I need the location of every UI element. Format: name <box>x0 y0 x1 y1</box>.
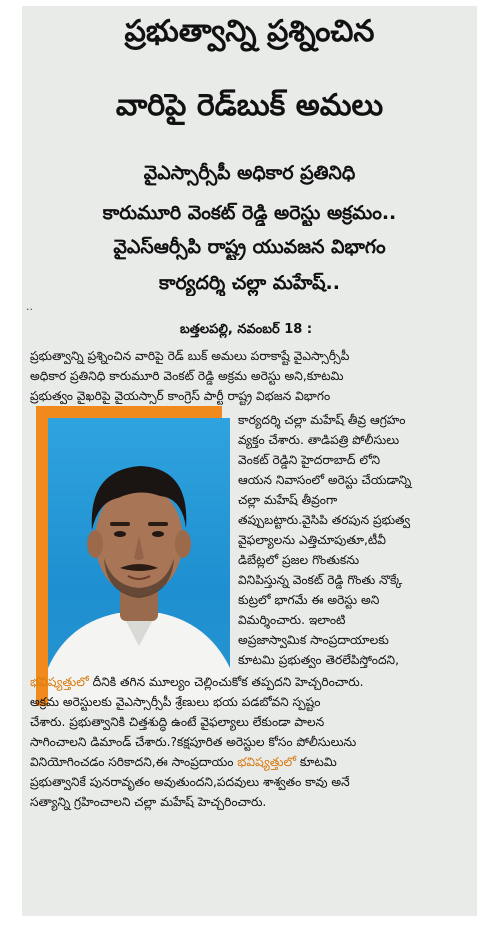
article-line: సత్యాన్ని గ్రహించాలని చల్లా మహేష్ హెచ్చరించారు. <box>30 795 267 809</box>
subheadline-line-1: వైఎస్సార్సీపీ అధికార ప్రతినిధి <box>143 162 356 184</box>
article-line: భవిష్యత్తులో దీనికి తగిన మూల్యం చెల్లించుకోక తప్పదని హెచ్చరించారు. <box>30 675 364 689</box>
article-line: వినియోగించడం సరికాదని,ఈ సాంప్రదాయం భవిష్యత్తులో కూటమి <box>30 755 337 769</box>
article-line: వైఫల్యాలను ఎత్తిచూపుతూ,టీవీ <box>238 533 386 547</box>
article-line: ప్రభుత్వానికే పునరావృతం అవుతుందని,పదవులు శాశ్వతం కావు అనే <box>30 775 350 789</box>
dateline: బత్తలపల్లి, నవంబర్ 18 : <box>180 322 313 337</box>
article-line: సాగించాలని డిమాండ్ చేశారు.?కక్షపూరిత అరెస్టుల కోసం పోలీసులును <box>30 735 357 749</box>
subheadline-line-4: కార్యదర్శి చల్లా మహేష్.. <box>159 272 340 294</box>
article-line: ప్రభుత్వం వైఖరిపై వైయస్సార్ కాంగ్రెస్ పార్టీ రాష్ట్ర విభజన విభాగం <box>30 389 331 403</box>
person-portrait-icon <box>48 418 230 708</box>
article-line: ఆయన నివాసంలో అరెస్టు చేయడాన్ని <box>238 473 412 487</box>
article-line: వ్యక్తం చేశారు. తాడిపత్రి పోలీసులు <box>238 433 400 447</box>
article-line: కార్యదర్శి చల్లా మహేష్ తీవ్ర ఆగ్రహం <box>238 413 406 427</box>
portrait-photo <box>48 418 230 708</box>
subheadline-line-3: వైఎస్‌ఆర్సీపి రాష్ట్ర యువజన విభాగం <box>113 236 386 258</box>
article-line: వినిపిస్తున్న వెంకట్ రెడ్డి గొంతు నొక్కే <box>238 573 403 587</box>
article-line: చేశారు. ప్రభుత్వానికి చిత్తశుద్ధి ఉంటే వైఫల్యాలు లేకుండా పాలన <box>30 715 325 729</box>
article-line: చల్లా మహేష్ తీవ్రంగా <box>238 493 338 507</box>
article-line: విమర్శించారు. ఇలాంటి <box>238 613 346 627</box>
subheadline-line-2: కారుమూరి వెంకట్ రెడ్డి అరెస్టు అక్రమం.. <box>102 202 397 224</box>
article-line: కూటమి ప్రభుత్వం తెరలేపిస్తోందని, <box>238 653 399 667</box>
article-line: తప్పుబట్టారు.వైసిపి తరపున ప్రభుత్వ <box>238 513 411 527</box>
highlighted-word: భవిష్యత్తులో <box>30 675 89 689</box>
article-line: అప్రజాస్వామిక సాంప్రదాయాలకు <box>238 633 389 647</box>
article-line: ప్రభుత్వాన్ని ప్రశ్నించిన వారిపై రెడ్ బుక్ అమలు పరాకాష్టే వైఎస్సార్సీపీ <box>30 349 350 363</box>
headline-line-2: వారిపై రెడ్‌బుక్ అమలు <box>115 88 384 123</box>
headline-line-1: ప్రభుత్వాన్ని ప్రశ్నించిన <box>124 14 375 49</box>
highlighted-word: భవిష్యత్తులో <box>237 755 297 769</box>
separator-dots: .. <box>26 300 33 313</box>
article-line: కుట్రలో భాగమే ఈ అరెస్టు అని <box>238 593 380 607</box>
article-line: అధికార ప్రతినిధి కారుమూరి వెంకట్ రెడ్డి అక్రమ అరెస్టు అని,కూటమి <box>30 369 344 383</box>
article-line: వెంకట్ రెడ్డిని హైదరాబాద్ లోని <box>238 453 381 467</box>
article-line: డిబేట్లలో ప్రజల గొంతుకను <box>238 553 360 567</box>
article-line: అక్రమ అరెస్టులకు వైఎస్సార్సీపీ శ్రేణులు భయ పడబోవని స్పష్టం <box>30 695 321 709</box>
